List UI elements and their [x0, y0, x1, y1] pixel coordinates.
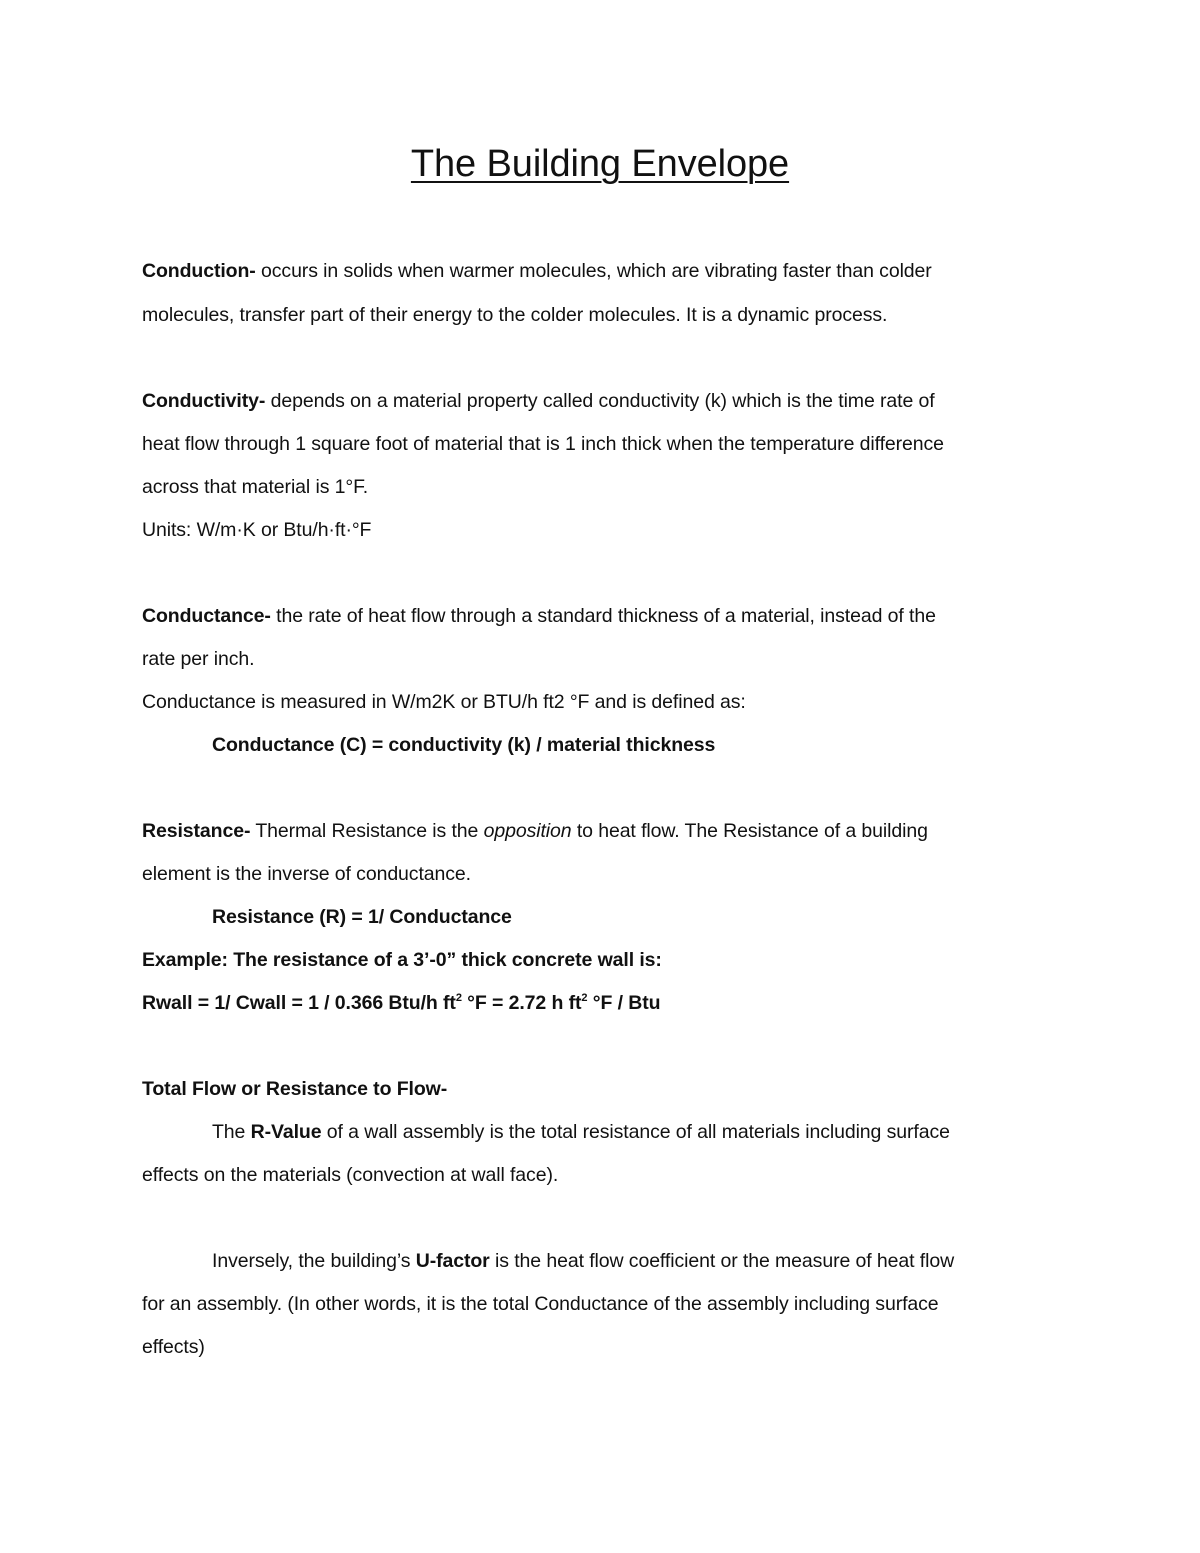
u-factor-text-b: is the heat flow coefficient or the measure of heat flow [489, 1250, 955, 1272]
conductance-text-1: the rate of heat flow through a standard thickness of a material, instead of the [270, 605, 936, 627]
resistance-example-text: Example: The resistance of a 3’-0” thick concrete wall is: [142, 949, 662, 971]
resistance-formula-text: Resistance (R) = 1/ Conductance [212, 906, 512, 928]
resistance-formula [212, 904, 512, 930]
u-factor-text-a: Inversely, the building’s [212, 1250, 416, 1272]
page-title: The Building Envelope [410, 143, 790, 185]
resistance-example [142, 947, 662, 973]
calc-part-b: °F = 2.72 h ft [461, 992, 582, 1014]
u-factor-term: U-factor [415, 1250, 490, 1272]
r-value-term: R-Value [250, 1121, 322, 1143]
conductance-formula-text: Conductance (C) = conductivity (k) / material thickness [212, 734, 716, 756]
conductivity-units: Units: W/m·K or Btu/h·ft·°F [142, 519, 372, 541]
calc-part-a: Rwall = 1/ Cwall = 1 / 0.366 Btu/h ft [142, 992, 456, 1014]
conductivity-line-2: heat flow through 1 square foot of material that is 1 inch thick when the temperature difference [142, 433, 944, 455]
resistance-line-1 [142, 818, 928, 844]
calc-part-c: °F / Btu [587, 992, 661, 1014]
conductance-line-2: rate per inch. [142, 648, 255, 670]
resistance-line-2: element is the inverse of conductance. [142, 863, 471, 885]
conductance-line-3: Conductance is measured in W/m2K or BTU/h ft2 °F and is defined as: [142, 691, 746, 713]
conductivity-term: Conductivity- [142, 390, 266, 412]
calc-superscript-1: 2 [455, 992, 462, 1004]
resistance-italic-word: opposition [483, 820, 572, 842]
u-factor-line-3: effects) [142, 1336, 205, 1358]
resistance-term: Resistance- [142, 820, 251, 842]
resistance-calculation [142, 990, 660, 1016]
conduction-line-2: molecules, transfer part of their energy to the colder molecules. It is a dynamic process. [142, 304, 888, 326]
resistance-text-1a: Thermal Resistance is the [250, 820, 484, 842]
u-factor-line-1 [212, 1248, 954, 1274]
conduction-term: Conduction- [142, 260, 256, 282]
conductance-line-1 [142, 603, 936, 629]
u-factor-line-2: for an assembly. (In other words, it is the total Conductance of the assembly including surface [142, 1293, 939, 1315]
conductance-formula [212, 732, 715, 758]
conduction-line-1 [142, 258, 932, 284]
calc-superscript-2: 2 [581, 992, 588, 1004]
r-value-line-1 [212, 1119, 950, 1145]
r-value-line-2: effects on the materials (convection at wall face). [142, 1164, 559, 1186]
total-flow-heading-text: Total Flow or Resistance to Flow- [142, 1078, 448, 1100]
total-flow-heading [142, 1076, 447, 1102]
r-value-text-b: of a wall assembly is the total resistance of all materials including surface [321, 1121, 950, 1143]
r-value-text-a: The [212, 1121, 251, 1143]
conductivity-line-1 [142, 388, 935, 414]
conductivity-text-1: depends on a material property called conductivity (k) which is the time rate of [265, 390, 935, 412]
conductivity-line-3: across that material is 1°F. [142, 476, 369, 498]
resistance-text-1b: to heat flow. The Resistance of a building [571, 820, 928, 842]
conduction-text-1: occurs in solids when warmer molecules, which are vibrating faster than colder [255, 260, 932, 282]
conductance-term: Conductance- [142, 605, 271, 627]
